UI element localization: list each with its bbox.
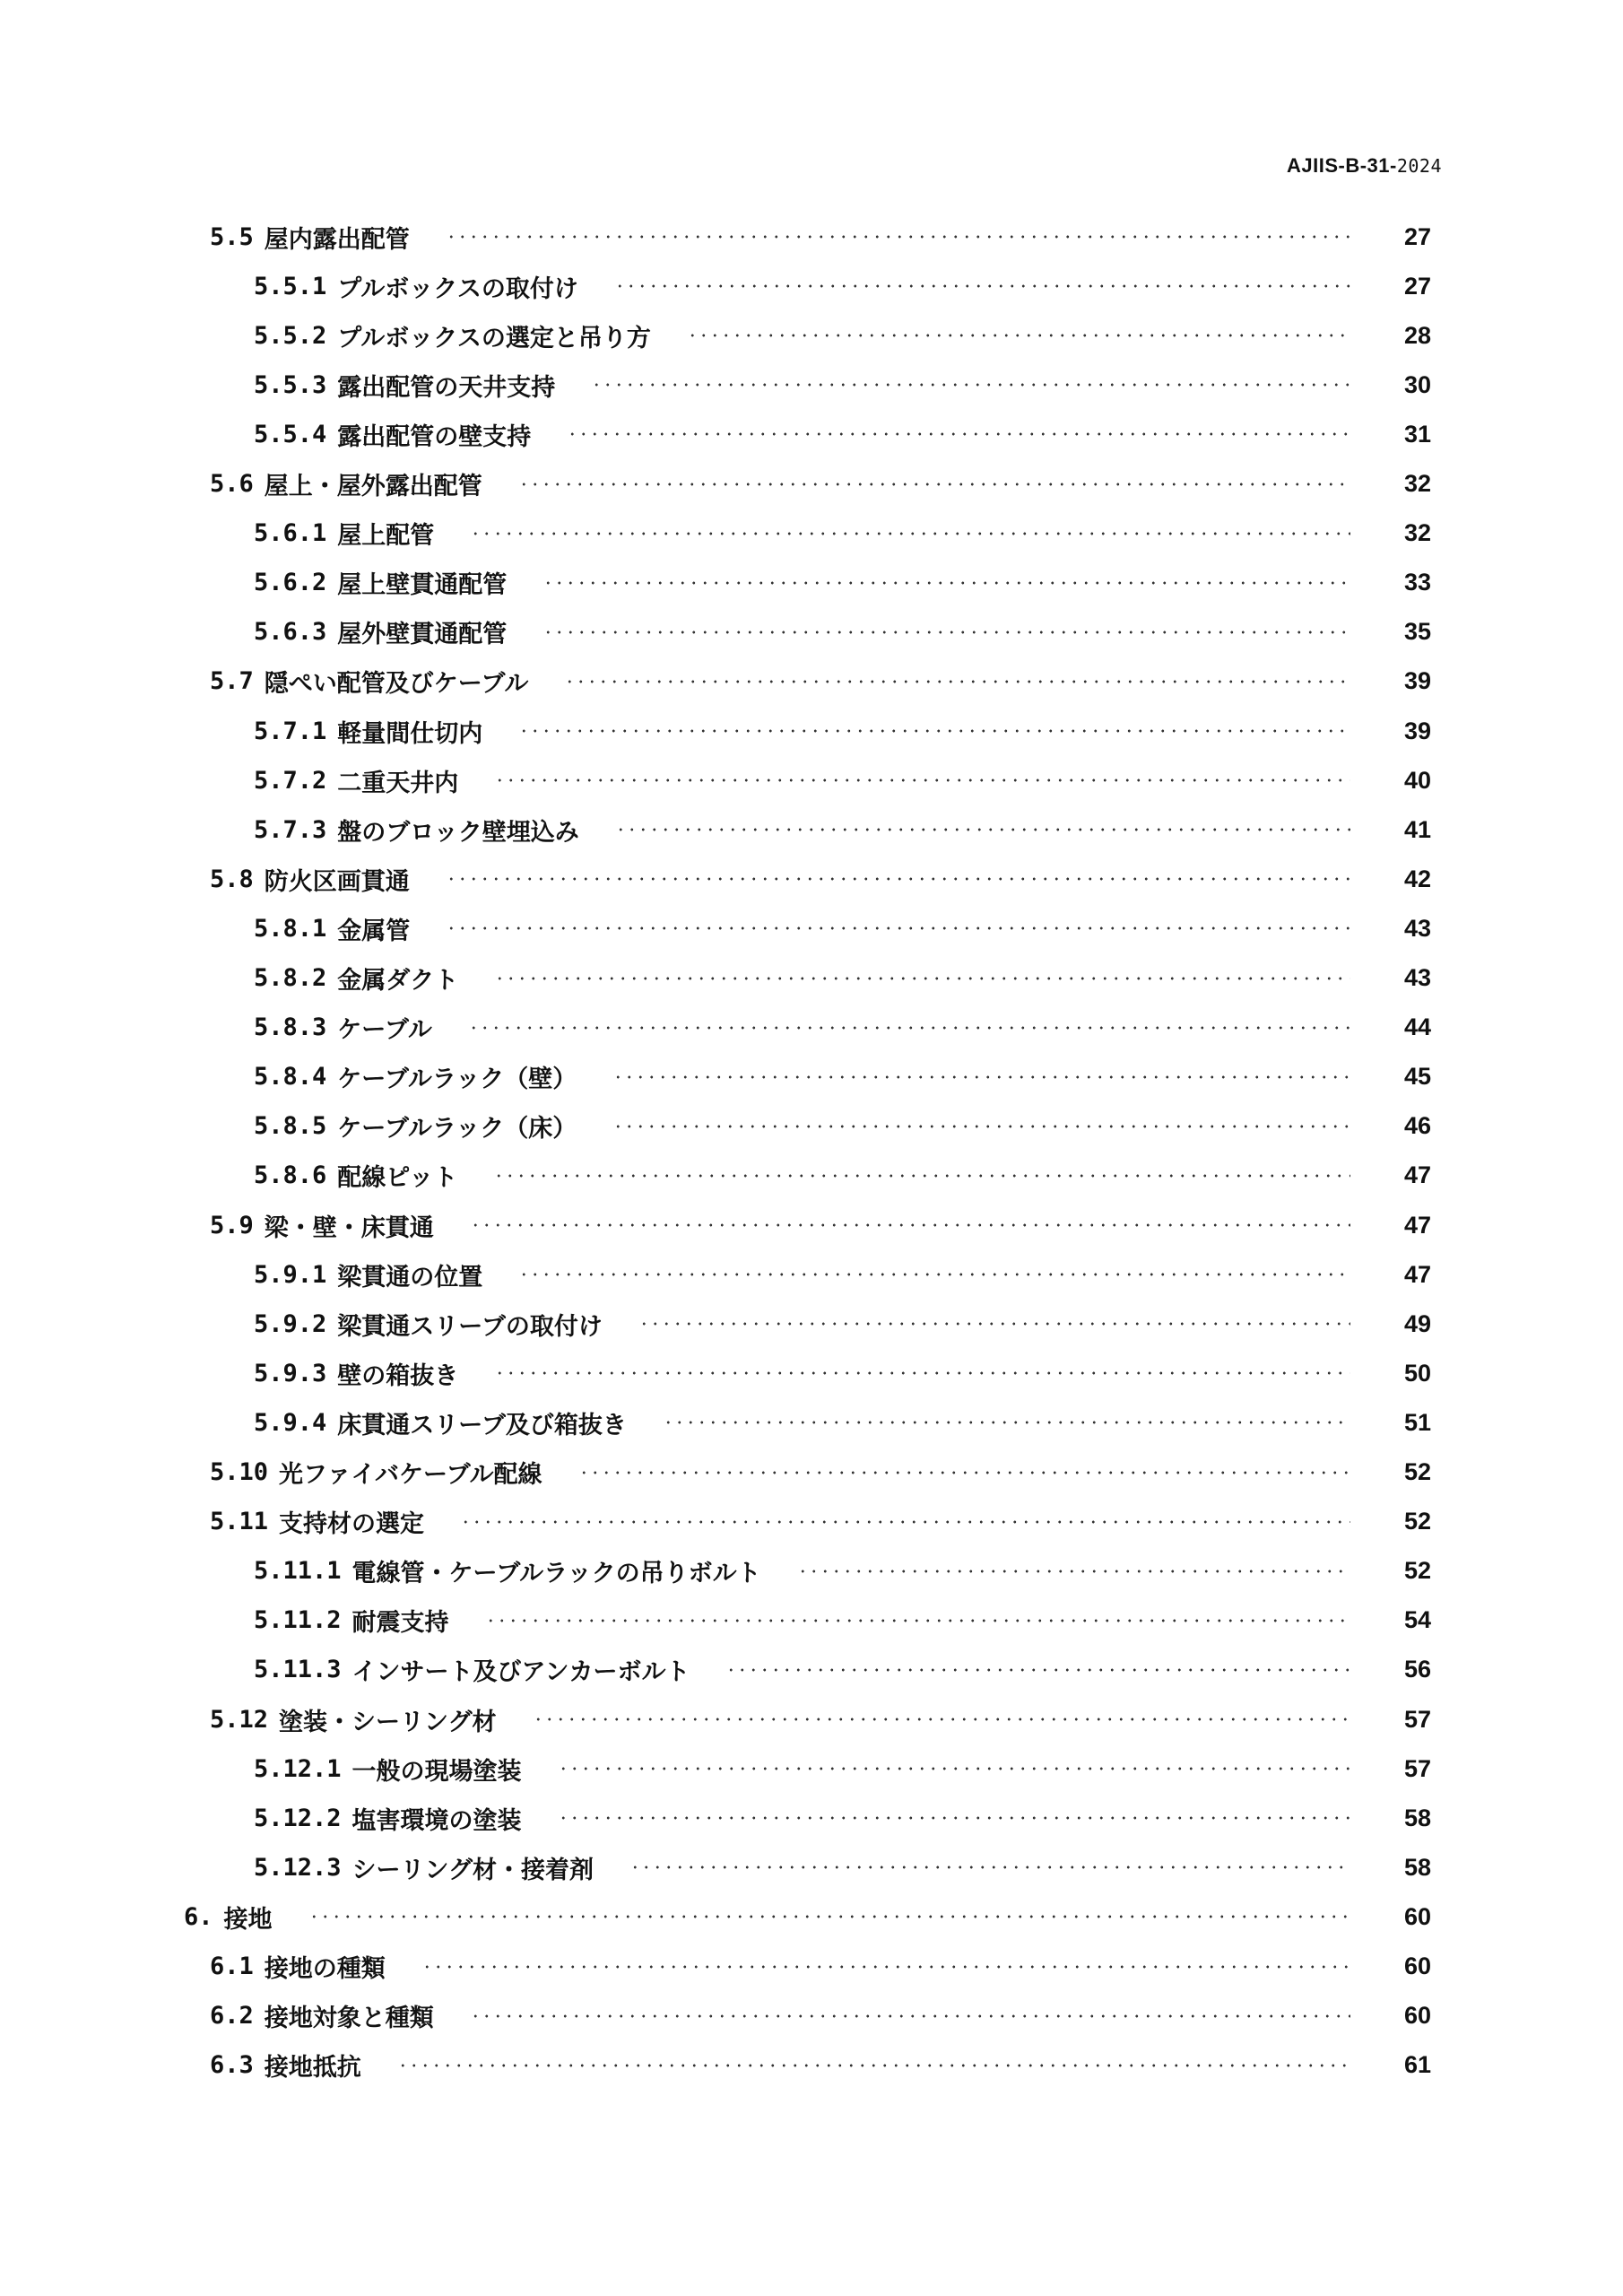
toc-entry-page-number: 28 bbox=[1403, 321, 1431, 349]
toc-leader-dots bbox=[308, 1915, 1350, 1918]
toc-entry-number: 5.5 bbox=[210, 222, 254, 251]
toc-entry-number: 6. bbox=[184, 1902, 213, 1931]
toc-entry[interactable] bbox=[254, 413, 1431, 456]
toc-entry-title: プルボックスの取付け bbox=[337, 274, 578, 303]
toc-entry-page-number: 57 bbox=[1403, 1754, 1431, 1782]
toc-entry[interactable] bbox=[210, 1204, 1431, 1247]
toc-leader-dots bbox=[567, 432, 1350, 436]
toc-entry-number: 5.8.4 bbox=[254, 1063, 327, 1091]
toc-entry-title: 金属ダクト bbox=[337, 967, 459, 995]
toc-entry-page-number: 33 bbox=[1403, 569, 1431, 596]
toc-entry-page-number: 58 bbox=[1403, 1853, 1431, 1881]
toc-entry-number: 5.8.6 bbox=[254, 1161, 327, 1190]
toc-entry-number: 5.11.3 bbox=[254, 1656, 342, 1684]
toc-entry-title: 電線管・ケーブルラックの吊りボルト bbox=[352, 1560, 761, 1588]
toc-entry-number: 5.11.2 bbox=[254, 1606, 342, 1635]
toc-entry-number: 5.9.1 bbox=[254, 1260, 327, 1289]
toc-entry-number: 5.6.1 bbox=[254, 519, 327, 548]
toc-entry-title: 屋内露出配管 bbox=[264, 225, 410, 254]
toc-entry-page-number: 45 bbox=[1403, 1063, 1431, 1091]
toc-entry[interactable] bbox=[254, 1352, 1431, 1395]
toc-leader-dots bbox=[518, 1273, 1350, 1276]
toc-entry-title: インサート及びアンカーボルト bbox=[352, 1658, 690, 1687]
toc-entry-number: 5.8.3 bbox=[254, 1013, 327, 1042]
toc-entry-page-number: 32 bbox=[1403, 519, 1431, 547]
toc-entry-title: 光ファイバケーブル配線 bbox=[279, 1461, 542, 1489]
toc-entry-page-number: 47 bbox=[1403, 1211, 1431, 1239]
toc-entry-title: 屋上壁貫通配管 bbox=[337, 571, 508, 600]
toc-leader-dots bbox=[493, 1174, 1350, 1178]
toc-entry-page-number: 32 bbox=[1403, 470, 1431, 497]
toc-entry-number: 5.8.2 bbox=[254, 964, 327, 992]
toc-leader-dots bbox=[518, 729, 1350, 733]
toc-entry-title: 二重天井内 bbox=[337, 769, 459, 797]
toc-entry-number: 5.12.1 bbox=[254, 1754, 342, 1783]
toc-entry-page-number: 41 bbox=[1403, 815, 1431, 843]
toc-entry[interactable] bbox=[254, 611, 1431, 654]
toc-entry[interactable] bbox=[210, 1500, 1431, 1544]
toc-entry-title: 耐震支持 bbox=[352, 1609, 449, 1638]
toc-leader-dots bbox=[494, 1371, 1350, 1375]
toc-entry[interactable] bbox=[210, 1945, 1431, 1988]
toc-entry-page-number: 42 bbox=[1403, 865, 1431, 892]
toc-entry-title: 支持材の選定 bbox=[279, 1510, 425, 1539]
toc-leader-dots bbox=[397, 2064, 1350, 2067]
toc-leader-dots bbox=[591, 383, 1350, 387]
toc-leader-dots bbox=[470, 1223, 1350, 1227]
toc-entry-number: 5.5.2 bbox=[254, 321, 327, 350]
toc-entry-number: 5.8.5 bbox=[254, 1112, 327, 1141]
toc-entry-page-number: 39 bbox=[1403, 717, 1431, 744]
toc-entry[interactable] bbox=[254, 1401, 1431, 1444]
toc-leader-dots bbox=[470, 532, 1350, 535]
toc-entry-title: 配線ピット bbox=[337, 1164, 458, 1193]
toc-entry-page-number: 51 bbox=[1403, 1408, 1431, 1436]
toc-entry-number: 5.5.4 bbox=[254, 420, 327, 448]
toc-entry-number: 5.9 bbox=[210, 1211, 254, 1239]
toc-entry-title: ケーブル bbox=[337, 1016, 432, 1045]
toc-entry[interactable] bbox=[254, 1056, 1431, 1099]
toc-entry[interactable] bbox=[254, 1648, 1431, 1692]
toc-entry[interactable] bbox=[210, 660, 1431, 703]
toc-entry-title: 屋上・屋外露出配管 bbox=[264, 473, 482, 500]
toc-entry[interactable] bbox=[254, 1550, 1431, 1593]
toc-entry[interactable] bbox=[184, 1895, 1431, 1938]
toc-entry-page-number: 60 bbox=[1403, 1952, 1431, 1979]
toc-leader-dots bbox=[629, 1866, 1350, 1869]
toc-leader-dots bbox=[558, 1816, 1350, 1820]
toc-leader-dots bbox=[663, 1421, 1350, 1424]
toc-entry-number: 6.3 bbox=[210, 2051, 254, 2080]
toc-entry-title: 金属管 bbox=[337, 917, 411, 945]
toc-leader-dots bbox=[446, 877, 1350, 881]
toc-entry-title: 隠ぺい配管及びケーブル bbox=[264, 670, 529, 699]
toc-leader-dots bbox=[725, 1668, 1350, 1672]
toc-entry-page-number: 27 bbox=[1403, 222, 1431, 250]
toc-leader-dots bbox=[485, 1619, 1350, 1622]
toc-entry-title: 梁貫通スリーブの取付け bbox=[337, 1312, 603, 1341]
toc-leader-dots bbox=[518, 483, 1350, 486]
toc-leader-dots bbox=[470, 2014, 1350, 2018]
toc-entry-page-number: 44 bbox=[1403, 1013, 1431, 1041]
toc-entry[interactable] bbox=[210, 463, 1431, 506]
toc-entry-number: 6.1 bbox=[210, 1952, 254, 1980]
toc-entry-title: 露出配管の天井支持 bbox=[337, 373, 556, 402]
toc-entry[interactable] bbox=[254, 1154, 1431, 1197]
toc-entry-page-number: 43 bbox=[1403, 914, 1431, 942]
toc-entry-number: 5.6.2 bbox=[254, 569, 327, 597]
toc-entry-number: 5.8 bbox=[210, 865, 254, 893]
toc-entry-number: 5.12.3 bbox=[254, 1853, 342, 1882]
toc-entry-title: 露出配管の壁支持 bbox=[337, 422, 532, 451]
toc-entry-page-number: 35 bbox=[1403, 618, 1431, 646]
toc-leader-dots bbox=[797, 1570, 1350, 1573]
toc-entry-number: 5.9.2 bbox=[254, 1309, 327, 1338]
toc-leader-dots bbox=[687, 334, 1350, 337]
toc-entry[interactable] bbox=[254, 957, 1431, 1000]
toc-leader-dots bbox=[446, 235, 1350, 239]
toc-entry-number: 5.11.1 bbox=[254, 1557, 342, 1586]
toc-leader-dots bbox=[614, 284, 1350, 288]
toc-leader-dots bbox=[542, 631, 1350, 634]
toc-entry-page-number: 60 bbox=[1403, 1902, 1431, 1930]
toc-entry-page-number: 27 bbox=[1403, 272, 1431, 300]
toc-entry-number: 6.2 bbox=[210, 2002, 254, 2031]
toc-entry-number: 5.9.4 bbox=[254, 1408, 327, 1437]
toc-leader-dots bbox=[558, 1767, 1350, 1770]
toc-entry-title: シーリング材・接着剤 bbox=[352, 1856, 595, 1884]
toc-leader-dots bbox=[564, 680, 1350, 683]
toc-leader-dots bbox=[578, 1471, 1350, 1474]
toc-entry-number: 5.12.2 bbox=[254, 1804, 342, 1832]
toc-entry-title: 盤のブロック壁埋込み bbox=[337, 818, 579, 847]
toc-entry-title: 一般の現場塗装 bbox=[352, 1757, 522, 1786]
toc-entry[interactable] bbox=[254, 808, 1431, 851]
document-code-prefix: AJIIS-B-31- bbox=[1286, 154, 1397, 177]
toc-leader-dots bbox=[446, 926, 1350, 930]
toc-entry[interactable] bbox=[254, 1846, 1431, 1889]
toc-leader-dots bbox=[460, 1520, 1350, 1524]
toc-entry-page-number: 52 bbox=[1403, 1458, 1431, 1485]
toc-entry-page-number: 46 bbox=[1403, 1112, 1431, 1140]
toc-entry[interactable] bbox=[254, 1796, 1431, 1839]
toc-entry-number: 5.9.3 bbox=[254, 1359, 327, 1387]
toc-entry[interactable] bbox=[210, 2044, 1431, 2087]
toc-entry[interactable] bbox=[210, 215, 1431, 258]
toc-entry[interactable] bbox=[210, 1451, 1431, 1494]
toc-leader-dots bbox=[612, 1075, 1350, 1079]
toc-entry[interactable] bbox=[210, 1698, 1431, 1741]
toc-entry-title: 防火区画貫通 bbox=[264, 867, 410, 896]
toc-entry-title: 屋外壁貫通配管 bbox=[337, 621, 508, 649]
toc-leader-dots bbox=[612, 1125, 1350, 1128]
toc-entry-title: 梁貫通の位置 bbox=[337, 1263, 483, 1292]
toc-entry-number: 5.7.3 bbox=[254, 815, 327, 844]
toc-entry-number: 5.7.2 bbox=[254, 766, 327, 795]
toc-entry-number: 5.6.3 bbox=[254, 618, 327, 647]
toc-entry-title: 接地 bbox=[223, 1905, 273, 1934]
toc-entry[interactable] bbox=[254, 1302, 1431, 1345]
toc-entry[interactable] bbox=[210, 1995, 1431, 2038]
toc-entry-page-number: 47 bbox=[1403, 1161, 1431, 1189]
document-code-year: 2024 bbox=[1396, 155, 1442, 177]
toc-entry[interactable] bbox=[254, 363, 1431, 406]
toc-entry-title: 梁・壁・床貫通 bbox=[264, 1213, 434, 1242]
toc-entry-number: 5.12 bbox=[210, 1705, 269, 1734]
toc-entry-number: 5.11 bbox=[210, 1508, 269, 1536]
toc-entry-number: 5.10 bbox=[210, 1458, 269, 1486]
toc-entry-page-number: 52 bbox=[1403, 1508, 1431, 1535]
toc-entry[interactable] bbox=[254, 314, 1431, 357]
toc-entry[interactable] bbox=[254, 1006, 1431, 1049]
toc-entry-page-number: 52 bbox=[1403, 1557, 1431, 1585]
toc-leader-dots bbox=[542, 581, 1350, 585]
toc-entry-page-number: 43 bbox=[1403, 964, 1431, 991]
toc-entry-page-number: 30 bbox=[1403, 370, 1431, 398]
toc-entry[interactable] bbox=[254, 907, 1431, 950]
toc-entry-page-number: 61 bbox=[1403, 2051, 1431, 2079]
toc-entry-title: 接地の種類 bbox=[264, 1955, 386, 1983]
toc-entry[interactable] bbox=[254, 512, 1431, 555]
toc-entry[interactable] bbox=[254, 759, 1431, 802]
toc-entry-title: 軽量間仕切内 bbox=[337, 719, 483, 748]
toc-entry[interactable] bbox=[210, 857, 1431, 900]
toc-entry[interactable] bbox=[254, 561, 1431, 604]
toc-entry[interactable] bbox=[254, 1105, 1431, 1148]
toc-entry[interactable] bbox=[254, 1599, 1431, 1642]
toc-leader-dots bbox=[615, 828, 1350, 831]
toc-entry-page-number: 31 bbox=[1403, 420, 1431, 448]
toc-entry-title: 床貫通スリーブ及び箱抜き bbox=[337, 1411, 627, 1439]
toc-entry[interactable] bbox=[254, 1747, 1431, 1790]
toc-entry-page-number: 50 bbox=[1403, 1359, 1431, 1387]
toc-leader-dots bbox=[468, 1026, 1350, 1030]
toc-entry-title: プルボックスの選定と吊り方 bbox=[337, 324, 651, 352]
toc-entry-title: 塩害環境の塗装 bbox=[352, 1806, 522, 1835]
toc-leader-dots bbox=[494, 778, 1350, 782]
toc-entry-page-number: 56 bbox=[1403, 1656, 1431, 1683]
toc-leader-dots bbox=[421, 1965, 1350, 1969]
toc-entry-number: 5.6 bbox=[210, 470, 254, 498]
toc-entry-page-number: 39 bbox=[1403, 667, 1431, 695]
toc-entry-title: ケーブルラック（壁） bbox=[337, 1065, 577, 1094]
toc-leader-dots bbox=[533, 1718, 1351, 1721]
toc-entry[interactable] bbox=[254, 1253, 1431, 1296]
toc-entry-page-number: 57 bbox=[1403, 1705, 1431, 1733]
toc-entry-title: 接地抵抗 bbox=[264, 2054, 361, 2083]
toc-entry-page-number: 58 bbox=[1403, 1804, 1431, 1831]
toc-entry-title: 屋上配管 bbox=[337, 522, 435, 551]
document-code bbox=[1287, 154, 1442, 178]
toc-entry-number: 5.5.3 bbox=[254, 370, 327, 399]
toc-leader-dots bbox=[494, 977, 1350, 980]
toc-entry-title: ケーブルラック（床） bbox=[337, 1115, 577, 1144]
toc-entry-page-number: 47 bbox=[1403, 1260, 1431, 1288]
toc-entry-page-number: 49 bbox=[1403, 1309, 1431, 1337]
toc-entry-page-number: 60 bbox=[1403, 2002, 1431, 2030]
toc-entry-page-number: 40 bbox=[1403, 766, 1431, 794]
toc-entry[interactable] bbox=[254, 709, 1431, 752]
toc-entry-number: 5.8.1 bbox=[254, 914, 327, 943]
toc-entry[interactable] bbox=[254, 265, 1431, 308]
toc-entry-number: 5.7 bbox=[210, 667, 254, 696]
toc-entry-title: 接地対象と種類 bbox=[264, 2005, 434, 2033]
toc-entry-title: 壁の箱抜き bbox=[337, 1361, 459, 1390]
toc-leader-dots bbox=[638, 1322, 1350, 1326]
toc-entry-title: 塗装・シーリング材 bbox=[279, 1708, 497, 1736]
toc-entry-number: 5.7.1 bbox=[254, 717, 327, 745]
toc-entry-page-number: 54 bbox=[1403, 1606, 1431, 1634]
toc-entry-number: 5.5.1 bbox=[254, 272, 327, 300]
